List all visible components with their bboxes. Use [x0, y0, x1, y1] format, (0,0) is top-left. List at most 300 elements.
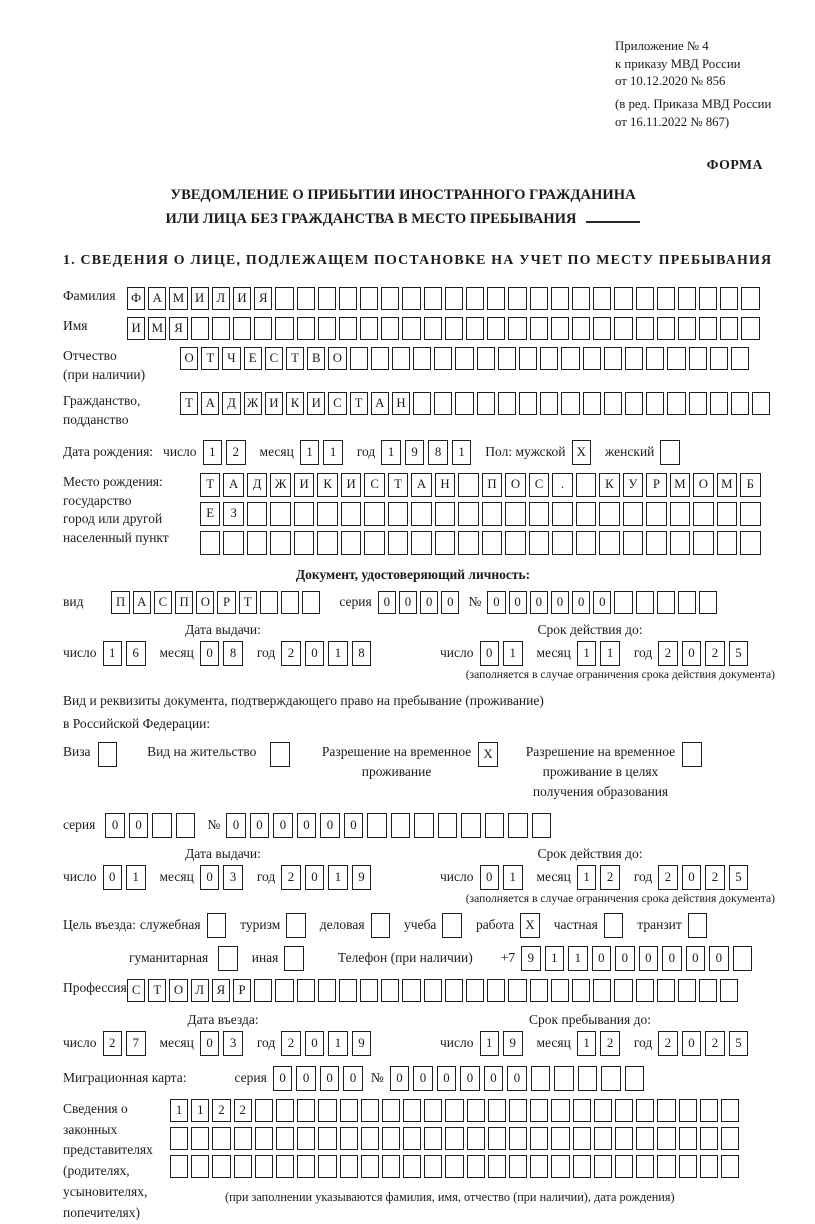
char-cell[interactable]: С — [529, 473, 549, 497]
char-cell[interactable] — [615, 1155, 633, 1178]
char-cell[interactable] — [294, 531, 314, 555]
char-cell[interactable] — [212, 317, 230, 340]
char-cell[interactable]: П — [482, 473, 502, 497]
char-cell[interactable] — [487, 979, 505, 1002]
char-cell[interactable]: С — [127, 979, 145, 1002]
char-cell[interactable]: Ж — [244, 392, 262, 415]
char-cell[interactable] — [667, 347, 685, 370]
char-cell[interactable] — [191, 317, 209, 340]
char-cell[interactable]: X — [572, 440, 592, 465]
char-cell[interactable] — [382, 1099, 400, 1122]
char-cell[interactable] — [270, 502, 290, 526]
char-cell[interactable]: М — [148, 317, 166, 340]
char-cell[interactable] — [424, 979, 442, 1002]
char-cell[interactable]: 0 — [509, 591, 527, 614]
char-cell[interactable] — [402, 979, 420, 1002]
char-cell[interactable] — [424, 287, 442, 310]
char-cell[interactable]: 1 — [328, 865, 348, 890]
char-cell[interactable] — [636, 287, 654, 310]
char-cell[interactable] — [297, 1099, 315, 1122]
char-cell[interactable] — [530, 317, 548, 340]
char-cell[interactable]: 0 — [200, 641, 220, 666]
char-cell[interactable]: 0 — [709, 946, 729, 971]
char-cell[interactable] — [200, 531, 220, 555]
char-cell[interactable]: О — [328, 347, 346, 370]
char-cell[interactable]: К — [317, 473, 337, 497]
char-cell[interactable] — [247, 531, 267, 555]
char-cell[interactable]: 0 — [420, 591, 438, 614]
char-cell[interactable] — [485, 813, 505, 838]
char-cell[interactable] — [657, 287, 675, 310]
char-cell[interactable] — [445, 979, 463, 1002]
char-cell[interactable]: Т — [201, 347, 219, 370]
char-cell[interactable] — [540, 347, 558, 370]
char-cell[interactable] — [424, 1155, 442, 1178]
char-cell[interactable]: С — [328, 392, 346, 415]
char-cell[interactable]: 0 — [273, 1066, 293, 1091]
char-cell[interactable] — [403, 1127, 421, 1150]
char-cell[interactable] — [391, 813, 411, 838]
char-cell[interactable] — [260, 591, 278, 614]
char-cell[interactable] — [604, 913, 624, 938]
char-cell[interactable] — [458, 473, 478, 497]
char-cell[interactable] — [254, 317, 272, 340]
char-cell[interactable] — [731, 392, 749, 415]
char-cell[interactable] — [445, 317, 463, 340]
char-cell[interactable]: О — [196, 591, 214, 614]
char-cell[interactable]: 2 — [705, 1031, 725, 1056]
char-cell[interactable] — [233, 317, 251, 340]
char-cell[interactable] — [594, 1155, 612, 1178]
char-cell[interactable] — [434, 347, 452, 370]
char-cell[interactable]: . — [552, 473, 572, 497]
char-cell[interactable] — [318, 979, 336, 1002]
char-cell[interactable]: 8 — [428, 440, 448, 465]
char-cell[interactable] — [445, 287, 463, 310]
char-cell[interactable] — [247, 502, 267, 526]
char-cell[interactable] — [275, 979, 293, 1002]
char-cell[interactable] — [482, 502, 502, 526]
char-cell[interactable] — [636, 1127, 654, 1150]
char-cell[interactable] — [364, 531, 384, 555]
char-cell[interactable]: 0 — [530, 591, 548, 614]
char-cell[interactable] — [710, 347, 728, 370]
char-cell[interactable]: 0 — [437, 1066, 457, 1091]
char-cell[interactable]: X — [478, 742, 498, 767]
char-cell[interactable] — [699, 979, 717, 1002]
char-cell[interactable]: 2 — [600, 865, 620, 890]
char-cell[interactable] — [551, 1099, 569, 1122]
char-cell[interactable]: 0 — [305, 865, 325, 890]
char-cell[interactable] — [212, 1155, 230, 1178]
char-cell[interactable] — [614, 287, 632, 310]
char-cell[interactable] — [467, 1099, 485, 1122]
char-cell[interactable]: И — [307, 392, 325, 415]
char-cell[interactable]: 0 — [297, 813, 317, 838]
char-cell[interactable]: А — [411, 473, 431, 497]
char-cell[interactable]: Т — [350, 392, 368, 415]
char-cell[interactable] — [223, 531, 243, 555]
char-cell[interactable] — [382, 1127, 400, 1150]
char-cell[interactable] — [458, 502, 478, 526]
char-cell[interactable] — [693, 502, 713, 526]
char-cell[interactable]: 9 — [503, 1031, 523, 1056]
char-cell[interactable] — [350, 347, 368, 370]
char-cell[interactable] — [488, 1099, 506, 1122]
char-cell[interactable] — [276, 1155, 294, 1178]
char-cell[interactable]: 5 — [729, 865, 749, 890]
char-cell[interactable]: 1 — [103, 641, 123, 666]
char-cell[interactable]: 0 — [593, 591, 611, 614]
char-cell[interactable] — [710, 392, 728, 415]
char-cell[interactable]: 2 — [281, 641, 301, 666]
char-cell[interactable] — [593, 287, 611, 310]
char-cell[interactable] — [318, 1099, 336, 1122]
char-cell[interactable] — [361, 1127, 379, 1150]
char-cell[interactable] — [509, 1155, 527, 1178]
char-cell[interactable] — [218, 946, 238, 971]
char-cell[interactable]: 1 — [381, 440, 401, 465]
char-cell[interactable] — [367, 813, 387, 838]
char-cell[interactable] — [670, 502, 690, 526]
char-cell[interactable] — [700, 1155, 718, 1178]
char-cell[interactable] — [360, 287, 378, 310]
char-cell[interactable]: О — [693, 473, 713, 497]
char-cell[interactable]: К — [599, 473, 619, 497]
char-cell[interactable] — [551, 1155, 569, 1178]
char-cell[interactable] — [284, 946, 304, 971]
char-cell[interactable] — [636, 1155, 654, 1178]
char-cell[interactable] — [392, 347, 410, 370]
char-cell[interactable]: 1 — [577, 641, 597, 666]
char-cell[interactable]: 2 — [281, 865, 301, 890]
char-cell[interactable]: 9 — [405, 440, 425, 465]
char-cell[interactable]: 7 — [126, 1031, 146, 1056]
char-cell[interactable]: 0 — [686, 946, 706, 971]
char-cell[interactable] — [731, 347, 749, 370]
char-cell[interactable] — [482, 531, 502, 555]
char-cell[interactable]: А — [223, 473, 243, 497]
char-cell[interactable]: К — [286, 392, 304, 415]
char-cell[interactable]: 0 — [399, 591, 417, 614]
char-cell[interactable]: З — [223, 502, 243, 526]
char-cell[interactable] — [636, 979, 654, 1002]
char-cell[interactable]: 0 — [105, 813, 125, 838]
char-cell[interactable] — [424, 1127, 442, 1150]
char-cell[interactable]: 0 — [305, 641, 325, 666]
char-cell[interactable]: И — [191, 287, 209, 310]
char-cell[interactable] — [508, 287, 526, 310]
char-cell[interactable] — [413, 347, 431, 370]
char-cell[interactable] — [552, 502, 572, 526]
char-cell[interactable] — [740, 531, 760, 555]
char-cell[interactable] — [170, 1155, 188, 1178]
char-cell[interactable] — [720, 287, 738, 310]
char-cell[interactable]: 0 — [487, 591, 505, 614]
char-cell[interactable] — [657, 1099, 675, 1122]
char-cell[interactable]: 9 — [352, 1031, 372, 1056]
char-cell[interactable] — [371, 913, 391, 938]
char-cell[interactable] — [689, 392, 707, 415]
char-cell[interactable] — [573, 1099, 591, 1122]
char-cell[interactable]: 1 — [577, 1031, 597, 1056]
char-cell[interactable] — [445, 1155, 463, 1178]
char-cell[interactable] — [467, 1127, 485, 1150]
char-cell[interactable] — [529, 502, 549, 526]
char-cell[interactable]: Е — [200, 502, 220, 526]
char-cell[interactable]: 0 — [305, 1031, 325, 1056]
char-cell[interactable]: 1 — [577, 865, 597, 890]
char-cell[interactable] — [721, 1155, 739, 1178]
char-cell[interactable] — [699, 591, 717, 614]
char-cell[interactable] — [381, 317, 399, 340]
char-cell[interactable]: У — [623, 473, 643, 497]
char-cell[interactable]: Д — [247, 473, 267, 497]
char-cell[interactable] — [572, 979, 590, 1002]
char-cell[interactable]: А — [201, 392, 219, 415]
char-cell[interactable] — [508, 979, 526, 1002]
char-cell[interactable]: Л — [212, 287, 230, 310]
char-cell[interactable] — [297, 1127, 315, 1150]
char-cell[interactable] — [458, 531, 478, 555]
char-cell[interactable] — [434, 392, 452, 415]
char-cell[interactable]: 1 — [170, 1099, 188, 1122]
char-cell[interactable] — [576, 531, 596, 555]
char-cell[interactable] — [477, 392, 495, 415]
char-cell[interactable]: С — [364, 473, 384, 497]
char-cell[interactable] — [636, 1099, 654, 1122]
char-cell[interactable] — [467, 1155, 485, 1178]
char-cell[interactable]: О — [169, 979, 187, 1002]
char-cell[interactable]: 2 — [658, 865, 678, 890]
char-cell[interactable] — [509, 1127, 527, 1150]
char-cell[interactable]: 0 — [413, 1066, 433, 1091]
char-cell[interactable] — [679, 1127, 697, 1150]
char-cell[interactable] — [733, 946, 753, 971]
char-cell[interactable] — [403, 1099, 421, 1122]
char-cell[interactable]: 0 — [129, 813, 149, 838]
char-cell[interactable] — [593, 317, 611, 340]
char-cell[interactable]: 3 — [223, 1031, 243, 1056]
char-cell[interactable] — [339, 317, 357, 340]
char-cell[interactable] — [466, 317, 484, 340]
char-cell[interactable]: 1 — [328, 641, 348, 666]
char-cell[interactable]: 0 — [103, 865, 123, 890]
char-cell[interactable] — [740, 502, 760, 526]
char-cell[interactable] — [382, 1155, 400, 1178]
char-cell[interactable] — [551, 317, 569, 340]
char-cell[interactable] — [551, 1127, 569, 1150]
char-cell[interactable]: Ф — [127, 287, 145, 310]
char-cell[interactable] — [318, 317, 336, 340]
char-cell[interactable]: 0 — [320, 1066, 340, 1091]
char-cell[interactable] — [318, 1127, 336, 1150]
char-cell[interactable]: 0 — [200, 865, 220, 890]
char-cell[interactable] — [678, 317, 696, 340]
char-cell[interactable] — [657, 1127, 675, 1150]
char-cell[interactable] — [657, 317, 675, 340]
char-cell[interactable] — [509, 1099, 527, 1122]
char-cell[interactable]: 0 — [615, 946, 635, 971]
char-cell[interactable]: 1 — [545, 946, 565, 971]
char-cell[interactable] — [402, 287, 420, 310]
char-cell[interactable] — [721, 1099, 739, 1122]
char-cell[interactable]: 9 — [521, 946, 541, 971]
char-cell[interactable] — [700, 1127, 718, 1150]
char-cell[interactable]: 2 — [705, 865, 725, 890]
char-cell[interactable] — [435, 531, 455, 555]
char-cell[interactable] — [255, 1099, 273, 1122]
char-cell[interactable] — [599, 531, 619, 555]
char-cell[interactable]: М — [670, 473, 690, 497]
char-cell[interactable]: Е — [244, 347, 262, 370]
char-cell[interactable]: 1 — [600, 641, 620, 666]
char-cell[interactable] — [636, 591, 654, 614]
char-cell[interactable] — [678, 591, 696, 614]
char-cell[interactable] — [340, 1127, 358, 1150]
char-cell[interactable] — [594, 1127, 612, 1150]
char-cell[interactable]: О — [180, 347, 198, 370]
char-cell[interactable]: 8 — [352, 641, 372, 666]
char-cell[interactable]: Т — [200, 473, 220, 497]
char-cell[interactable]: 2 — [600, 1031, 620, 1056]
char-cell[interactable]: 1 — [191, 1099, 209, 1122]
char-cell[interactable]: 1 — [203, 440, 223, 465]
char-cell[interactable] — [270, 742, 290, 767]
char-cell[interactable] — [699, 317, 717, 340]
char-cell[interactable]: 2 — [103, 1031, 123, 1056]
char-cell[interactable] — [317, 531, 337, 555]
char-cell[interactable] — [614, 317, 632, 340]
char-cell[interactable] — [741, 317, 759, 340]
char-cell[interactable] — [678, 979, 696, 1002]
char-cell[interactable] — [693, 531, 713, 555]
char-cell[interactable]: Ж — [270, 473, 290, 497]
char-cell[interactable] — [318, 287, 336, 310]
char-cell[interactable]: А — [148, 287, 166, 310]
char-cell[interactable] — [360, 979, 378, 1002]
char-cell[interactable] — [573, 1127, 591, 1150]
char-cell[interactable]: 9 — [352, 865, 372, 890]
char-cell[interactable] — [438, 813, 458, 838]
char-cell[interactable]: 0 — [441, 591, 459, 614]
char-cell[interactable]: 1 — [568, 946, 588, 971]
char-cell[interactable]: 1 — [323, 440, 343, 465]
char-cell[interactable] — [255, 1127, 273, 1150]
char-cell[interactable]: Т — [286, 347, 304, 370]
char-cell[interactable]: 0 — [551, 591, 569, 614]
char-cell[interactable]: 1 — [328, 1031, 348, 1056]
char-cell[interactable]: 5 — [729, 641, 749, 666]
char-cell[interactable] — [625, 347, 643, 370]
char-cell[interactable] — [276, 1099, 294, 1122]
char-cell[interactable] — [276, 1127, 294, 1150]
char-cell[interactable]: Т — [180, 392, 198, 415]
char-cell[interactable] — [286, 913, 306, 938]
char-cell[interactable] — [297, 1155, 315, 1178]
char-cell[interactable] — [660, 440, 680, 465]
char-cell[interactable] — [614, 591, 632, 614]
char-cell[interactable] — [594, 1099, 612, 1122]
char-cell[interactable] — [657, 979, 675, 1002]
char-cell[interactable] — [636, 317, 654, 340]
char-cell[interactable] — [341, 502, 361, 526]
char-cell[interactable] — [381, 287, 399, 310]
char-cell[interactable] — [445, 1127, 463, 1150]
char-cell[interactable]: 1 — [503, 641, 523, 666]
char-cell[interactable] — [488, 1155, 506, 1178]
char-cell[interactable]: 2 — [234, 1099, 252, 1122]
char-cell[interactable]: 2 — [281, 1031, 301, 1056]
char-cell[interactable] — [573, 1155, 591, 1178]
char-cell[interactable] — [646, 502, 666, 526]
char-cell[interactable] — [530, 1155, 548, 1178]
char-cell[interactable] — [318, 1155, 336, 1178]
char-cell[interactable]: В — [307, 347, 325, 370]
char-cell[interactable]: 0 — [592, 946, 612, 971]
char-cell[interactable]: Н — [435, 473, 455, 497]
char-cell[interactable] — [498, 392, 516, 415]
char-cell[interactable] — [275, 287, 293, 310]
char-cell[interactable] — [361, 1099, 379, 1122]
char-cell[interactable]: Р — [646, 473, 666, 497]
char-cell[interactable]: 2 — [658, 641, 678, 666]
char-cell[interactable]: Б — [740, 473, 760, 497]
char-cell[interactable]: О — [505, 473, 525, 497]
char-cell[interactable] — [531, 1066, 551, 1091]
char-cell[interactable] — [302, 591, 320, 614]
char-cell[interactable] — [98, 742, 118, 767]
char-cell[interactable] — [551, 979, 569, 1002]
char-cell[interactable] — [508, 813, 528, 838]
char-cell[interactable] — [487, 317, 505, 340]
char-cell[interactable] — [477, 347, 495, 370]
char-cell[interactable]: 0 — [250, 813, 270, 838]
char-cell[interactable] — [576, 473, 596, 497]
char-cell[interactable]: С — [265, 347, 283, 370]
char-cell[interactable] — [529, 531, 549, 555]
char-cell[interactable] — [488, 1127, 506, 1150]
char-cell[interactable] — [583, 347, 601, 370]
char-cell[interactable]: 0 — [344, 813, 364, 838]
char-cell[interactable]: Т — [148, 979, 166, 1002]
char-cell[interactable]: 0 — [378, 591, 396, 614]
char-cell[interactable] — [540, 392, 558, 415]
char-cell[interactable] — [682, 742, 702, 767]
char-cell[interactable] — [667, 392, 685, 415]
char-cell[interactable] — [657, 1155, 675, 1178]
char-cell[interactable]: 0 — [226, 813, 246, 838]
char-cell[interactable]: М — [169, 287, 187, 310]
char-cell[interactable] — [604, 347, 622, 370]
char-cell[interactable] — [487, 287, 505, 310]
char-cell[interactable] — [388, 502, 408, 526]
char-cell[interactable]: И — [341, 473, 361, 497]
char-cell[interactable] — [341, 531, 361, 555]
char-cell[interactable] — [411, 502, 431, 526]
char-cell[interactable] — [561, 392, 579, 415]
char-cell[interactable] — [466, 287, 484, 310]
char-cell[interactable] — [254, 979, 272, 1002]
char-cell[interactable] — [234, 1155, 252, 1178]
char-cell[interactable] — [576, 502, 596, 526]
char-cell[interactable]: 0 — [273, 813, 293, 838]
char-cell[interactable]: 1 — [452, 440, 472, 465]
char-cell[interactable] — [508, 317, 526, 340]
char-cell[interactable] — [721, 1127, 739, 1150]
char-cell[interactable] — [519, 347, 537, 370]
char-cell[interactable] — [340, 1155, 358, 1178]
